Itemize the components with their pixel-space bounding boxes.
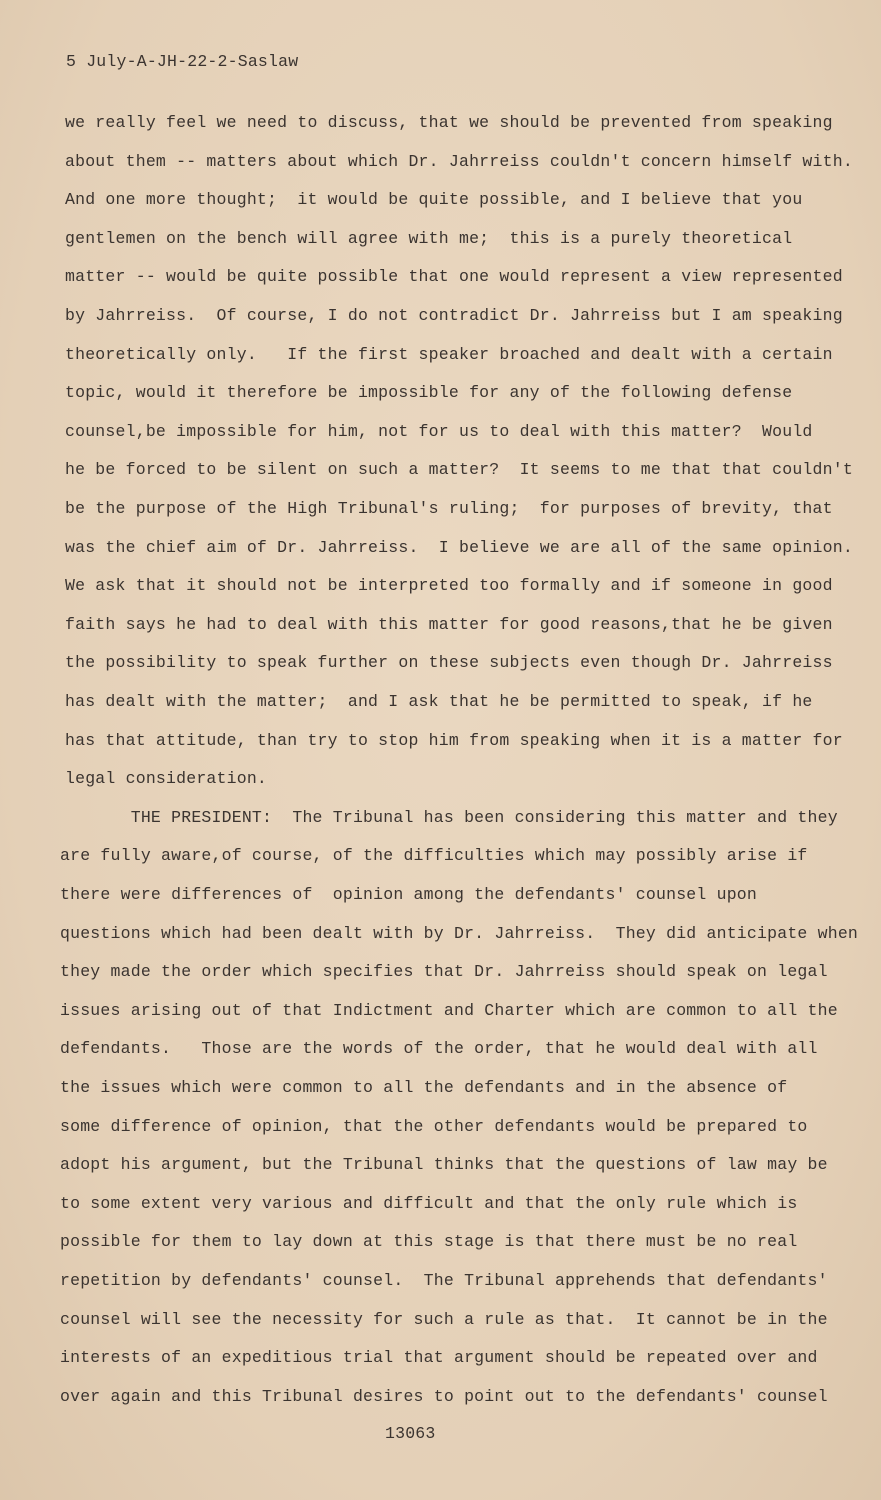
text-line: defendants. Those are the words of the order, that he would deal with all (60, 1039, 818, 1059)
text-line: questions which had been dealt with by Dr. Jahrreiss. They did anticipate when (60, 923, 859, 943)
text-line: has dealt with the matter; and I ask that he be permitted to speak, if he (65, 692, 813, 711)
text-line: legal consideration. (65, 769, 268, 789)
text-line: And one more thought; it would be quite possible, and I believe that you (65, 190, 803, 210)
text-line: there were differences of opinion among the defendants' counsel upon (60, 885, 758, 904)
text-line: about them -- matters about which Dr. Jahrreiss couldn't concern himself with. (65, 151, 853, 171)
text-line: the possibility to speak further on these subjects even though Dr. Jahrreiss (65, 653, 833, 673)
text-line: interests of an expeditious trial that argument should be repeated over and (60, 1348, 818, 1368)
text-line: has that attitude, than try to stop him from speaking when it is a matter for (65, 730, 843, 750)
text-line: faith says he had to deal with this matter for good reasons,that he be given (65, 614, 833, 634)
text-line: gentlemen on the bench will agree with me; this is a purely theoretical (65, 228, 793, 248)
text-line: he be forced to be silent on such a matter? It seems to me that that couldn't (65, 460, 853, 480)
text-line: counsel,be impossible for him, not for us to deal with this matter? Would (65, 421, 813, 441)
text-line: theoretically only. If the first speaker broached and dealt with a certain (65, 344, 833, 364)
text-line: counsel will see the necessity for such a rule as that. It cannot be in the (60, 1309, 828, 1329)
text-line: be the purpose of the High Tribunal's ruling; for purposes of brevity, that (65, 499, 833, 518)
text-line: we really feel we need to discuss, that we should be prevented from speaking (65, 113, 833, 132)
text-line: THE PRESIDENT: The Tribunal has been considering this matter and they (60, 807, 838, 827)
text-line: adopt his argument, but the Tribunal thinks that the questions of law may be (60, 1155, 828, 1175)
text-line: some difference of opinion, that the other defendants would be prepared to (60, 1116, 808, 1136)
text-line: matter -- would be quite possible that one would represent a view represented (65, 267, 843, 287)
text-line: topic, would it therefore be impossible for any of the following defense (65, 383, 793, 403)
page-number: 13063 (385, 1424, 436, 1443)
text-line: possible for them to lay down at this stage is that there must be no real (60, 1232, 798, 1252)
text-line: over again and this Tribunal desires to point out to the defendants' counsel (60, 1386, 828, 1406)
text-line: issues arising out of that Indictment and Charter which are common to all the (60, 1000, 838, 1020)
text-line: are fully aware,of course, of the difficulties which may possibly arise if (60, 846, 808, 866)
document-header: 5 July-A-JH-22-2-Saslaw (66, 52, 299, 71)
text-line: We ask that it should not be interpreted too formally and if someone in good (65, 576, 833, 596)
text-line: repetition by defendants' counsel. The Tribunal apprehends that defendants' (60, 1271, 828, 1290)
text-line: was the chief aim of Dr. Jahrreiss. I believe we are all of the same opinion. (65, 537, 853, 557)
text-line: to some extent very various and difficult and that the only rule which is (60, 1193, 798, 1213)
text-line: they made the order which specifies that Dr. Jahrreiss should speak on legal (60, 962, 828, 982)
text-line: the issues which were common to all the defendants and in the absence of (60, 1078, 788, 1097)
text-line: by Jahrreiss. Of course, I do not contradict Dr. Jahrreiss but I am speaking (65, 306, 843, 325)
